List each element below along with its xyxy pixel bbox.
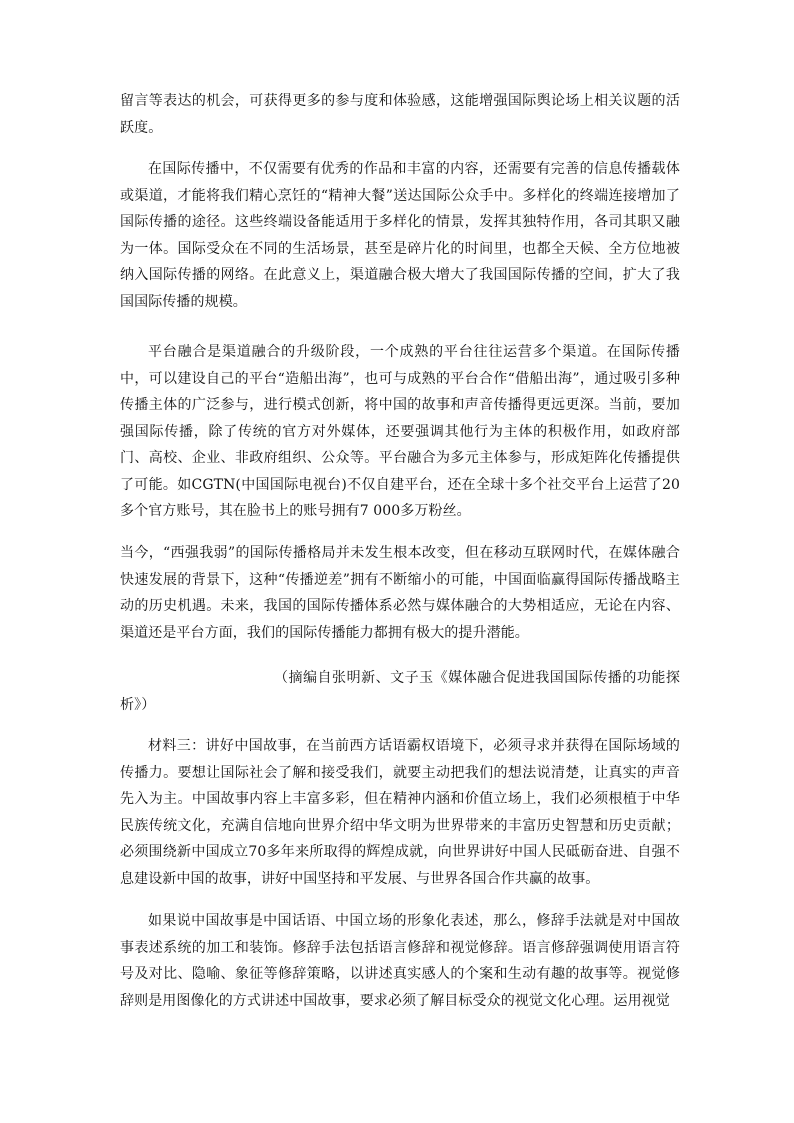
paragraph-rhetoric: 如果说中国故事是中国话语、中国立场的形象化表述，那么，修辞手法就是对中国故事表述系统的加工和装饰。修辞手法包括语言修辞和视觉修辞。语言修辞强调使用语言符号及对比、隐喻、象征等修辞策略，以讲述真实感人的个案和生动有趣的故事等。视觉修辞则是用图像化的方式讲述中国故事，要求必须了解目标受众的视觉文化心理。运用视觉 <box>120 913 680 1009</box>
paragraph-material-three: 材料三：讲好中国故事，在当前西方话语霸权语境下，必须寻求并获得在国际场域的传播力。要想让国际社会了解和接受我们，就要主动把我们的想法说清楚，让真实的声音先入为主。中国故事内容上丰富多彩，但在精神内涵和价值立场上，我们必须根植于中华民族传统文化，充满自信地向世界介绍中华文明为世界带来的丰富历史智慧和历史贡献；必须围绕新中国成立70多年来所取得的辉煌成就，向世界讲好中国人民砥砺奋进、自强不息建设新中国的故事，讲好中国坚持和平发展、与世界各国合作共赢的故事。 <box>120 738 680 887</box>
paragraph-channel-integration: 在国际传播中，不仅需要有优秀的作品和丰富的内容，还需要有完善的信息传播载体或渠道，才能将我们精心烹饪的“精神大餐”送达国际公众手中。多样化的终端连接增加了国际传播的途径。这些终端设备能适用于多样化的情景，发挥其独特作用，各司其职又融为一体。国际受众在不同的生活场景，甚至是碎片化的时间里，也都全天候、全方位地被纳入国际传播的网络。在此意义上，渠道融合极大增大了我国国际传播的空间，扩大了我国国际传播的规模。 <box>120 161 680 310</box>
source-citation: （摘编自张明新、文子玉《媒体融合促进我国国际传播的功能探析》） <box>120 670 680 713</box>
paragraph-conclusion: 当今，“西强我弱”的国际传播格局并未发生根本改变，但在移动互联网时代，在媒体融合快速发展的背景下，这种“传播逆差”拥有不断缩小的可能，中国面临赢得国际传播战略主动的历史机遇。未来，我国的国际传播体系必然与媒体融合的大势相适应，无论在内容、渠道还是平台方面，我们的国际传播能力都拥有极大的提升潜能。 <box>120 545 680 641</box>
paragraph-platform-integration: 平台融合是渠道融合的升级阶段，一个成熟的平台往往运营多个渠道。在国际传播中，可以建设自己的平台“造船出海”，也可与成熟的平台合作“借船出海”，通过吸引多种传播主体的广泛参与，进行模式创新，将中国的故事和声音传播得更远更深。当前，要加强国际传播，除了传统的官方对外媒体，还要强调其他行为主体的积极作用，如政府部门、高校、企业、非政府组织、公众等。平台融合为多元主体参与，形成矩阵化传播提供了可能。如CGTN(中国国际电视台)不仅自建平台，还在全球十多个社交平台上运营了20多个官方账号，其在脸书上的账号拥有7 000多万粉丝。 <box>120 344 680 519</box>
paragraph-continuation: 留言等表达的机会，可获得更多的参与度和体验感，这能增强国际舆论场上相关议题的活跃度。 <box>120 93 680 136</box>
